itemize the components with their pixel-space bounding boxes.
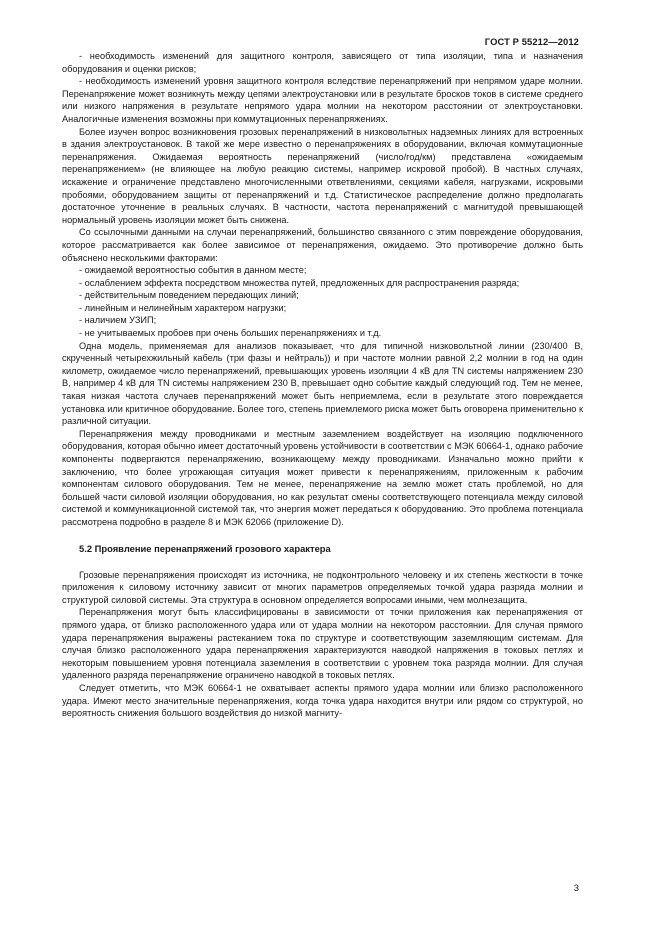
section-heading: 5.2 Проявление перенапряжений грозового характера xyxy=(79,542,331,554)
paragraph: Грозовые перенапряжения происходят из источника, не подконтрольного человеку и их степень жесткости в точке приложения к силовому источнику зависит от многих параметров определяемых точкой удара разряда молнии и структурой силовой системы. Эта структура в основном определяется вопросами иными, чем молнезащита. xyxy=(62,569,583,605)
paragraph: Со ссылочными данными на случаи перенапряжений, большинство связанного с этим повреждение оборудования, которое рассматривается как более зависимое от перенапряжения, ожидаемо. Это противоречие должно быть объяснено несколькими факторами: xyxy=(62,227,583,263)
paragraph: Перенапряжения между проводниками и местным заземлением воздействует на изоляцию подключенного оборудования, которая обычно имеет достаточный уровень устойчивости в соответствии с МЭК 60664-1, однако рабочие компоненты подвергаются перенапряжению, возникающему между проводниками. Изначально можно прийти к заключению, что более угрожающая ситуация может привести к перенапряжениям, приложенным к рабочим компонентам силового оборудования. Тем не менее, перенапряжение на землю может стать проблемой, но для большей части силовой изоляции оборудования, но как результат смены соответствующего потенциала между силовой системой и коммуникационной системой так, что энергия может передаться к оборудованию. Это проблема потенциала рассмотрена подробно в разделе 8 и МЭК 62066 (приложение D). xyxy=(62,428,583,527)
page-number: 3 xyxy=(573,882,579,893)
paragraph: Перенапряжения могут быть классифицированы в зависимости от точки приложения как перенапряжения от прямого удара, от близко расположенного удара или от удара молнии на некотором расстоянии. Для случая прямого удара перенапряжения выражены растеканием тока по структуре и соответствующим заземляющим системам. Для случая близко расположенного удара перенапряжения характеризуются наводкой напряжения в токовых петлях и некоторым повышением уровня потенциала заземления в соответствии с уровнем тока разряда молнии. Для случая удаленного разряда перенапряжение ограничено наводкой в токовых петлях. xyxy=(62,607,583,681)
list-item: - ожидаемой вероятностью события в данном месте; xyxy=(79,265,307,276)
paragraph: - необходимость изменений для защитного контроля, зависящего от типа изоляции, типа и назначения оборудования и оценки рисков; xyxy=(62,51,583,74)
document-id: ГОСТ Р 55212—2012 xyxy=(484,36,579,47)
paragraph: Следует отметить, что МЭК 60664-1 не охватывает аспекты прямого удара молнии или близко расположенного удара. Имеют место значительные перенапряжения, когда точка удара находится внутри или рядом со структурой, но вероятность снижения большого воздействия до низкой магниту- xyxy=(62,682,583,719)
document-body xyxy=(62,50,583,720)
list-item: - ослаблением эффекта посредством множества путей, предложенных для распространения разряда; xyxy=(79,277,520,288)
list-item: - линейным и нелинейным характером нагрузки; xyxy=(79,302,287,313)
paragraph: Одна модель, применяемая для анализов показывает, что для типичной низковольтной линии (230/400 В, скрученный четырехжильный кабель (три фазы и нейтраль)) и при частоте молнии равной 2,2 молнии в год на один километр, ожидаемое число перенапряжений, превышающих уровень изоляции 4 кВ для TN системы напряжением 230 В, например 4 кВ для TN системы напряжением 230 В, превышает одно событие каждый следующий год. Тем не менее, такая низкая частота случаев перенапряжений может быть неприемлема, если в результате этого повреждается установка или критичное оборудование. Более того, степень приемлемого риска может быть оговорена применительно к различной ситуации. xyxy=(62,340,583,427)
paragraph: - необходимость изменений уровня защитного контроля вследствие перенапряжений при непрямом ударе молнии. Перенапряжение может возникнуть между цепями электроустановки или в результате бросков токов в системе среднего или низкого напряжения в результате непрямого удара молнии на некотором расстоянии от электроустановки. Аналогичные изменения возможны при коммутационных перенапряжениях. xyxy=(62,76,583,124)
list-item: - действительным поведением передающих линий; xyxy=(79,290,299,301)
list-item: - не учитываемых пробоев при очень больших перенапряжениях и т.д. xyxy=(79,328,382,339)
paragraph: Более изучен вопрос возникновения грозовых перенапряжений в низковольтных надземных линиях для встроенных в здания электроустановок. В такой же мере известно о перенапряжениях в оборудовании, включая коммутационные перенапряжения. Ожидаемая вероятность перенапряжений (число/год/км) представлена «ожидаемым перенапряжением» (не влияющее на любую реакцию системы, например искровой пробой). В частных случаях, искажение и ограничение представлено многочисленными ответвлениями, секциями кабеля, нагрузками, искровыми пробоями, оборудованием защиты от перенапряжений и т.д. Статистическое распределение должно предполагать достаточное уточнение в реальных случаях. В частности, частота перенапряжений с магнитудой превышающей нормальный уровень изоляции может быть снижена. xyxy=(62,126,583,225)
list-item: - наличием УЗИП; xyxy=(79,315,157,326)
